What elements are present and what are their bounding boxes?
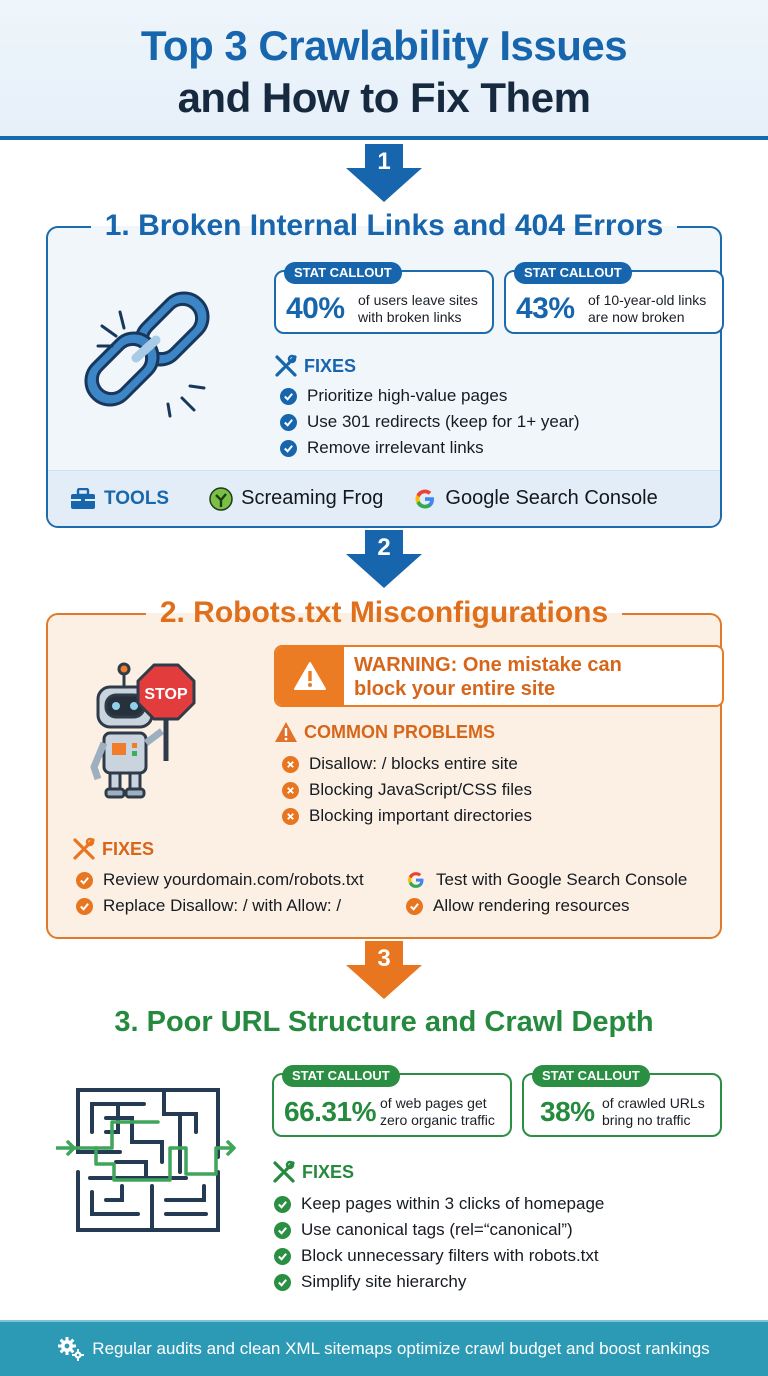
problem-item: Blocking important directories: [282, 803, 532, 829]
google-g-icon: [413, 487, 437, 511]
footer-banner: [0, 1320, 768, 1376]
tools-wrench-icon: [272, 1160, 296, 1184]
problem-item: Blocking JavaScript/CSS files: [282, 777, 532, 803]
step-number: 3: [377, 945, 391, 972]
maze-icon: [56, 1082, 240, 1234]
check-icon: [274, 1196, 291, 1213]
problems-list: [282, 751, 532, 829]
fixes-heading: FIXES: [72, 837, 154, 861]
section-title-url-structure: 3. Poor URL Structure and Crawl Depth: [114, 1006, 654, 1038]
stat-value: 40%: [286, 292, 345, 325]
fix-item: Review yourdomain.com/robots.txt: [76, 867, 364, 893]
step-number: 2: [377, 534, 391, 561]
stat-callout-3: [272, 1068, 512, 1137]
google-g-icon: [406, 870, 426, 890]
fix-item: Use 301 redirects (keep for 1+ year): [280, 409, 580, 435]
fixes-heading: FIXES: [274, 354, 356, 378]
stat-value: 66.31%: [284, 1096, 376, 1127]
step-arrow-2: [344, 530, 424, 590]
stat-value: 38%: [540, 1096, 595, 1127]
fix-item: Simplify site hierarchy: [274, 1269, 604, 1295]
page-title-line2: and How to Fix Them: [177, 74, 591, 121]
section-broken-links: [46, 209, 722, 528]
check-icon: [406, 898, 423, 915]
warning-callout: [274, 645, 724, 707]
svg-text:STOP: STOP: [144, 686, 188, 703]
stat-callout-2: [504, 265, 724, 334]
step-arrow-1: [344, 144, 424, 204]
fixes-list-left: [76, 867, 364, 919]
fixes-list: [280, 383, 580, 461]
x-circle-icon: [282, 756, 299, 773]
x-circle-icon: [282, 808, 299, 825]
toolbox-icon: [70, 488, 96, 510]
section-title: 1. Broken Internal Links and 404 Errors: [91, 206, 678, 246]
check-icon: [280, 440, 297, 457]
stat-value: 43%: [516, 292, 575, 325]
check-icon: [274, 1248, 291, 1265]
stat-badge: STAT CALLOUT: [514, 262, 632, 284]
tools-wrench-icon: [72, 837, 96, 861]
stat-description: of users leave sites with broken links: [358, 292, 478, 325]
robot-stop-sign-icon: [86, 657, 236, 807]
fix-item: Test with Google Search Console: [406, 867, 687, 893]
fix-item: Block unnecessary filters with robots.txt: [274, 1243, 604, 1269]
header-banner: [0, 0, 768, 140]
alert-triangle-icon: [274, 721, 298, 743]
warning-triangle-icon: [276, 647, 344, 705]
tools-bar: [48, 470, 720, 526]
check-icon: [280, 388, 297, 405]
fix-item: Remove irrelevant links: [280, 435, 580, 461]
problem-item: Disallow: / blocks entire site: [282, 751, 532, 777]
step-number: 1: [377, 148, 391, 175]
tools-wrench-icon: [274, 354, 298, 378]
footer-text: Regular audits and clean XML sitemaps optimize crawl budget and boost rankings: [92, 1339, 710, 1358]
fixes-heading: FIXES: [272, 1160, 354, 1184]
tool-google-search-console[interactable]: Google Search Console: [413, 487, 657, 511]
screaming-frog-icon: [209, 487, 233, 511]
fix-item: Allow rendering resources: [406, 893, 687, 919]
stat-badge: STAT CALLOUT: [284, 262, 402, 284]
check-icon: [76, 872, 93, 889]
check-icon: [280, 414, 297, 431]
section-robots-txt: [46, 596, 722, 939]
fixes-list: [274, 1191, 604, 1295]
warning-text: WARNING: One mistake can block your entire site: [354, 654, 622, 700]
tool-screaming-frog[interactable]: Screaming Frog: [209, 487, 383, 511]
broken-chain-icon: [78, 278, 218, 418]
stat-callout-4: [522, 1068, 722, 1137]
check-icon: [274, 1222, 291, 1239]
check-icon: [76, 898, 93, 915]
stat-description: of crawled URLs bring no traffic: [602, 1095, 705, 1128]
gears-icon: [58, 1337, 84, 1361]
stat-badge: STAT CALLOUT: [532, 1065, 650, 1087]
stat-callout-1: [274, 265, 494, 334]
page-title-line1: Top 3 Crawlability Issues: [140, 22, 628, 69]
fixes-list-right: [406, 867, 687, 919]
stat-description: of 10-year-old links are now broken: [588, 292, 707, 325]
step-arrow-3: [344, 941, 424, 1001]
fix-item: Keep pages within 3 clicks of homepage: [274, 1191, 604, 1217]
fix-item: Prioritize high-value pages: [280, 383, 580, 409]
common-problems-heading: COMMON PROBLEMS: [274, 721, 495, 743]
stat-badge: STAT CALLOUT: [282, 1065, 400, 1087]
x-circle-icon: [282, 782, 299, 799]
stat-description: of web pages get zero organic traffic: [380, 1095, 495, 1128]
check-icon: [274, 1274, 291, 1291]
tools-label: TOOLS: [70, 488, 169, 510]
fix-item: Use canonical tags (rel=“canonical”): [274, 1217, 604, 1243]
section-title: 2. Robots.txt Misconfigurations: [146, 593, 622, 633]
fix-item: Replace Disallow: / with Allow: /: [76, 893, 364, 919]
